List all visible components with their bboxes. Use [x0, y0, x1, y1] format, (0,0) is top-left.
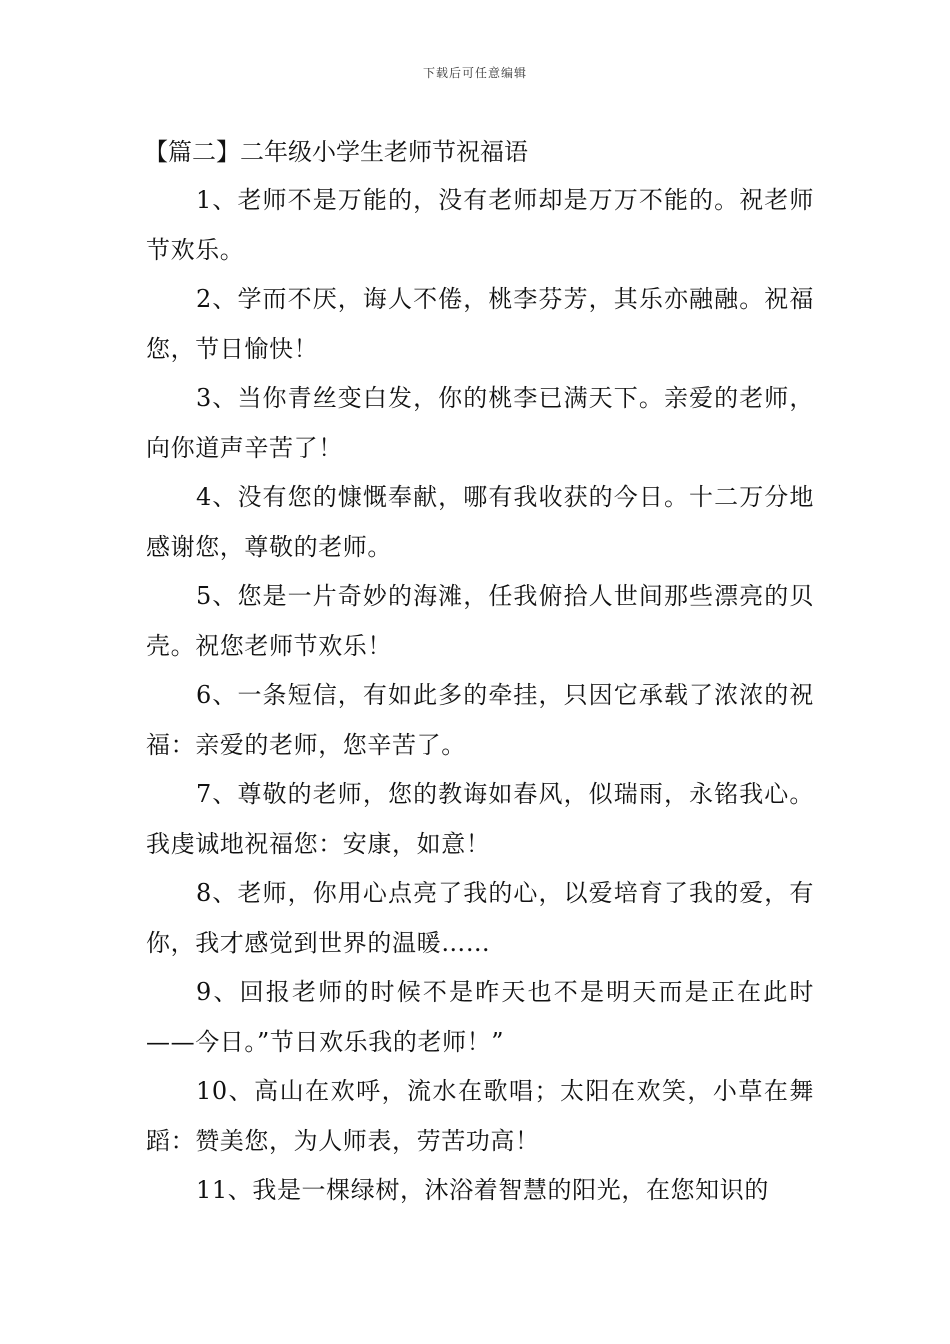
- paragraph-1: 1、老师不是万能的，没有老师却是万万不能的。祝老师节欢乐。: [146, 186, 814, 264]
- paragraph-8: 8、老师，你用心点亮了我的心，以爱培育了我的爱，有你，我才感觉到世界的温暖……: [146, 879, 814, 957]
- paragraph-6: 6、一条短信，有如此多的牵挂，只因它承载了浓浓的祝福：亲爱的老师，您辛苦了。: [146, 681, 814, 759]
- paragraph-9: 9、回报老师的时候不是昨天也不是明天而是正在此时——今日。”节日欢乐我的老师！”: [146, 978, 814, 1056]
- document-body: [146, 128, 814, 1216]
- paragraph-4: 4、没有您的慷慨奉献，哪有我收获的今日。十二万分地感谢您，尊敬的老师。: [146, 483, 814, 561]
- paragraph-11: 11、我是一棵绿树，沐浴着智慧的阳光，在您知识的: [196, 1176, 769, 1204]
- paragraph-5: 5、您是一片奇妙的海滩，任我俯拾人世间那些漂亮的贝壳。祝您老师节欢乐！: [146, 582, 814, 660]
- paragraph-3: 3、当你青丝变白发，你的桃李已满天下。亲爱的老师，向你道声辛苦了！: [146, 384, 814, 462]
- section-title: 【篇二】二年级小学生老师节祝福语: [144, 138, 528, 166]
- paragraph-2: 2、学而不厌，诲人不倦，桃李芬芳，其乐亦融融。祝福您，节日愉快！: [146, 285, 814, 363]
- paragraph-10: 10、高山在欢呼，流水在歌唱；太阳在欢笑，小草在舞蹈：赞美您，为人师表，劳苦功高！: [146, 1077, 814, 1155]
- paragraph-7: 7、尊敬的老师，您的教诲如春风，似瑞雨，永铭我心。我虔诚地祝福您：安康，如意！: [146, 780, 814, 858]
- header-note: 下载后可任意编辑: [422, 66, 527, 80]
